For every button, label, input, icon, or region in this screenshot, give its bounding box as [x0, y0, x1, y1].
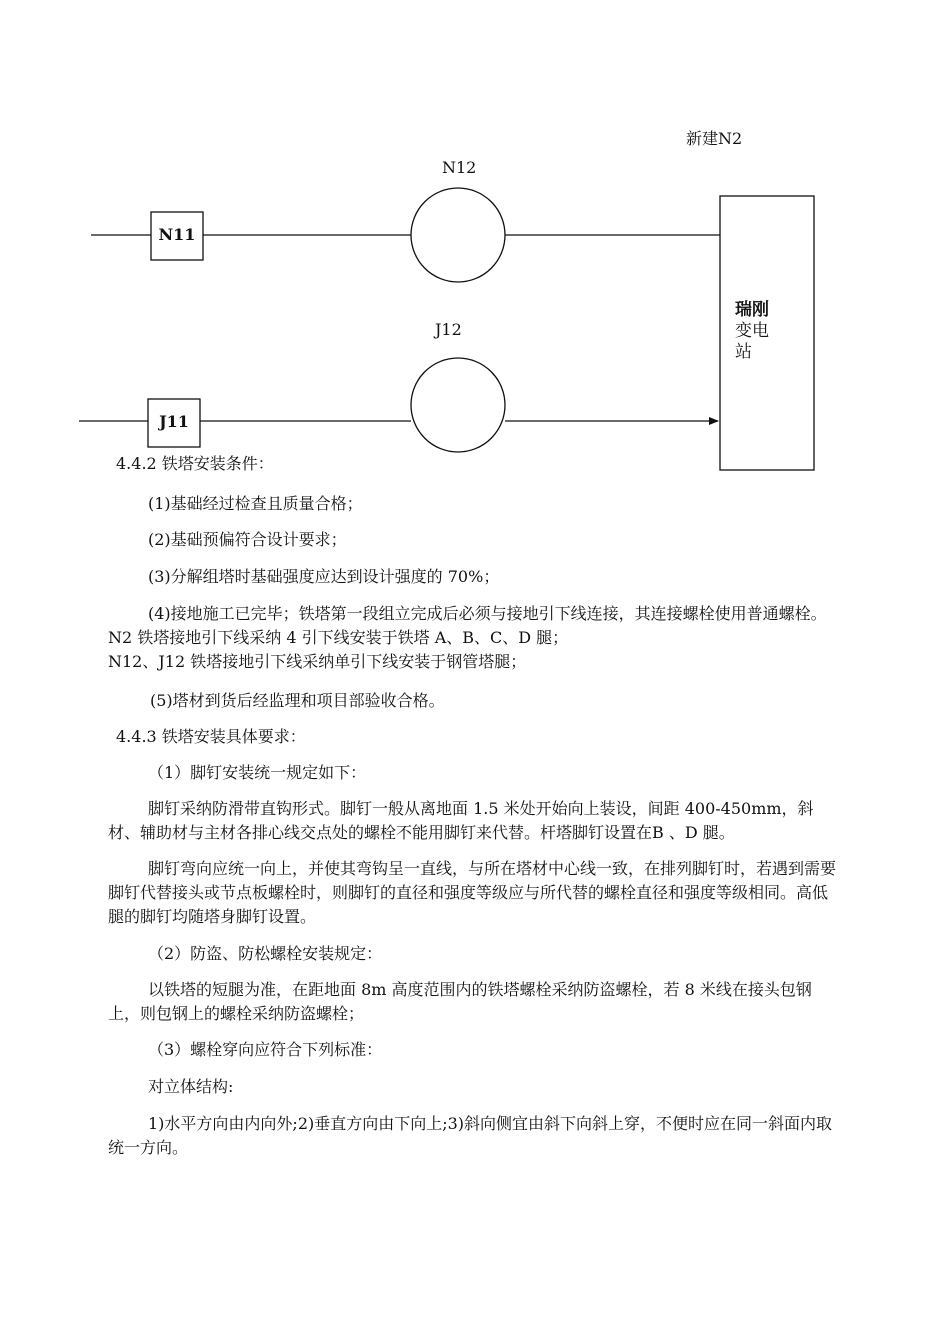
requirement-1-paragraph-2: 脚钉弯向应统一向上，并使其弯钩呈一直线，与所在塔材中心线一致，在排列脚钉时，若遇到需要脚钉代替接头或节点板螺栓时，则脚钉的直径和强度等级应与所代替的螺栓直径和强度等级相同。高低腿的脚钉均随塔身脚钉设置。: [108, 859, 837, 926]
condition-4-continued: N12、J12 铁塔接地引下线采纳单引下线安装于钢管塔腿；: [108, 652, 527, 671]
j12-label: J12: [435, 320, 462, 339]
condition-1: (1)基础经过检查且质量合格；: [148, 494, 363, 513]
n11-label: N11: [158, 225, 196, 244]
condition-4: (4)接地施工已完毕；铁塔第一段组立完成后必须与接地引下线连接，其连接螺栓使用普通螺栓。N2 铁塔接地引下线采纳 4 引下线安装于铁塔 A、B、C、D 腿；: [108, 604, 827, 647]
substation-name-line2: 变电: [735, 321, 769, 341]
requirement-3-title: （3）螺栓穿向应符合下列标准：: [148, 1040, 383, 1059]
requirement-2-title: （2）防盗、防松螺栓安装规定：: [148, 944, 383, 963]
requirement-1-paragraph-1: 脚钉采纳防滑带直钩形式。脚钉一般从离地面 1.5 米处开始向上装设，间距 400-450mm，斜材、辅助材与主材各排心线交点处的螺栓不能用脚钉来代替。杆塔脚钉设置在B 、D 腿。: [108, 799, 814, 842]
requirement-1-title: （1）脚钉安装统一规定如下：: [148, 763, 367, 782]
n12-label: N12: [442, 158, 477, 177]
section-4-4-3-title: 4.4.3 铁塔安装具体要求：: [116, 727, 306, 746]
condition-5: (5)塔材到货后经监理和项目部验收合格。: [150, 691, 445, 710]
line-connection-diagram: [0, 0, 950, 480]
section-4-4-2-title: 4.4.2 铁塔安装条件：: [116, 454, 274, 473]
station-new-label: 新建N2: [686, 129, 743, 148]
document-body: [108, 452, 836, 1160]
substation-name-line3: 站: [735, 342, 752, 362]
condition-3: (3)分解组塔时基础强度应达到设计强度的 70%；: [148, 567, 500, 586]
j12-circle: [411, 358, 505, 452]
j11-label: J11: [159, 412, 189, 431]
substation-name-bold: 瑞刚: [735, 300, 769, 320]
condition-2: (2)基础预偏符合设计要求；: [148, 530, 347, 549]
requirement-3-subtitle: 对立体结构:: [148, 1077, 234, 1096]
requirement-2-paragraph: 以铁塔的短腿为准，在距地面 8m 高度范围内的铁塔螺栓采纳防盗螺栓，若 8 米线在接头包钢上，则包钢上的螺栓采纳防盗螺栓；: [108, 980, 812, 1023]
substation-name: [735, 300, 815, 363]
n12-circle: [411, 188, 505, 282]
requirement-3-paragraph: 1)水平方向由内向外;2)垂直方向由下向上;3)斜向侧宜由斜下向斜上穿，不便时应在同一斜面内取统一方向。: [108, 1114, 833, 1157]
